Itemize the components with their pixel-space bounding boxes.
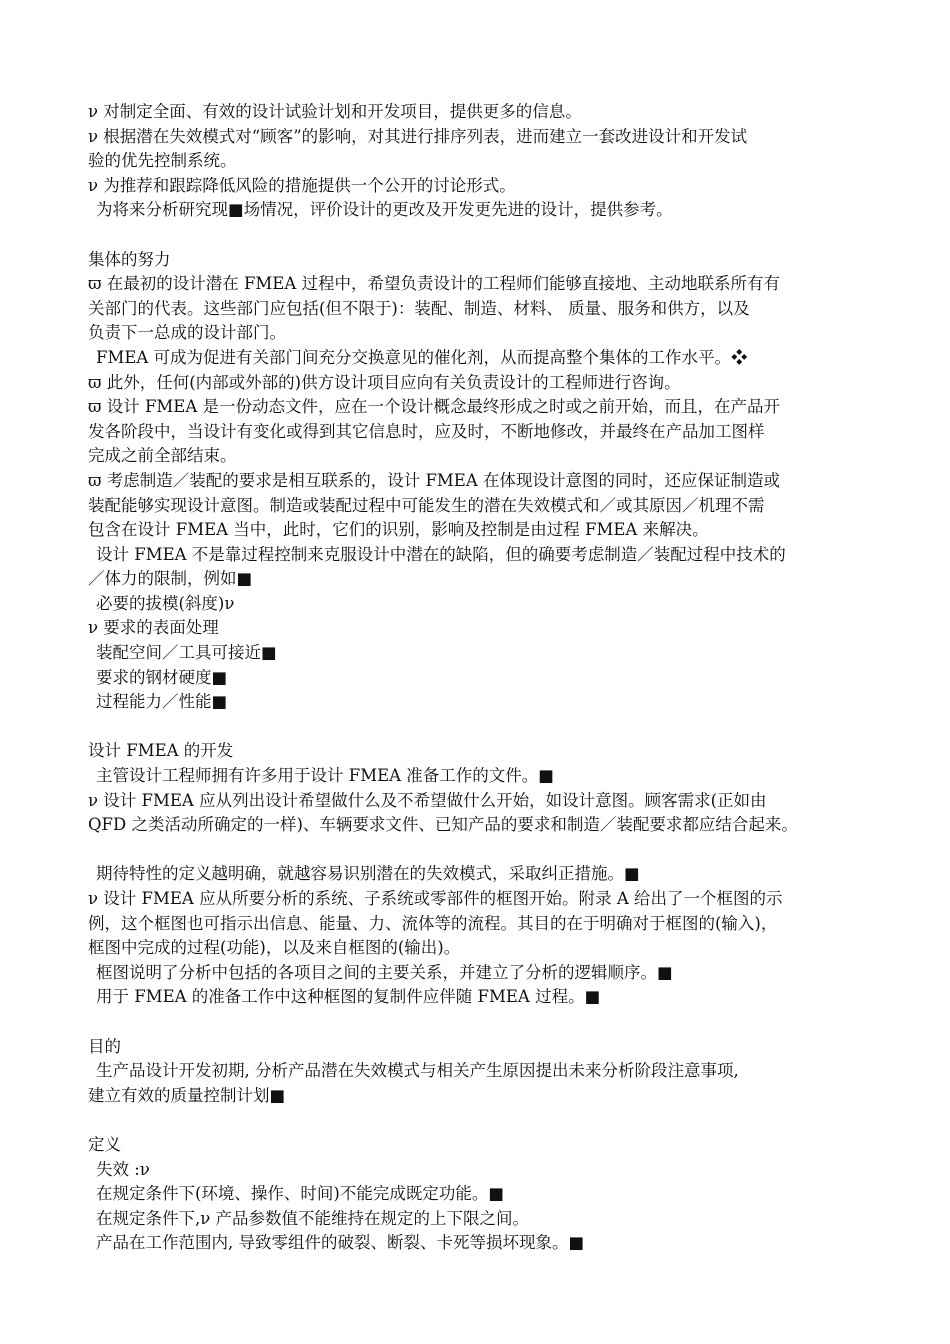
text-line: 发各阶段中，当设计有变化或得到其它信息时，应及时，不断地修改，并最终在产品加工图样 (88, 421, 765, 441)
text-line: 期待特性的定义越明确，就越容易识别潜在的失效模式，采取纠正措施。■ (96, 864, 640, 884)
text-line: 装配能够实现设计意图。制造或装配过程中可能发生的潜在失效模式和／或其原因／机理不需 (88, 495, 765, 515)
text-line: ν 为推荐和跟踪降低风险的措施提供一个公开的讨论形式。 (88, 175, 516, 195)
text-line: 设计 FMEA 不是靠过程控制来克服设计中潜在的缺陷，但的确要考虑制造／装配过程中技术的 (96, 544, 786, 564)
text-line: ν 根据潜在失效模式对“顾客”的影响，对其进行排序列表，进而建立一套改进设计和开发试 (88, 126, 748, 146)
text-line: ϖ 在最初的设计潜在 FMEA 过程中，希望负责设计的工程师们能够直接地、主动地联系所有有 (88, 274, 780, 294)
blank-line (88, 715, 898, 740)
blank-line (88, 1010, 898, 1035)
section-heading: 目的 (88, 1036, 121, 1056)
text-line: ϖ 设计 FMEA 是一份动态文件，应在一个设计概念最终形成之时或之前开始，而且，在产品开 (88, 397, 780, 417)
text-line: 完成之前全部结束。 (88, 446, 237, 466)
section-heading: 集体的努力 (88, 249, 171, 269)
text-line: ν 设计 FMEA 应从列出设计希望做什么及不希望做什么开始，如设计意图。顾客需求(正如由 (88, 790, 767, 810)
text-line: 失效 :ν (96, 1159, 150, 1179)
text-line: FMEA 可成为促进有关部门间充分交换意见的催化剂，从而提高整个集体的工作水平。❖ (96, 347, 748, 367)
text-line: ν 设计 FMEA 应从所要分析的系统、子系统或零部件的框图开始。附录 A 给出了一个框图的示 (88, 889, 783, 908)
text-line: 用于 FMEA 的准备工作中这种框图的复制件应伴随 FMEA 过程。■ (96, 987, 601, 1007)
text-line: 主管设计工程师拥有许多用于设计 FMEA 准备工作的文件。■ (96, 766, 554, 786)
blank-line (88, 223, 898, 248)
text-line: ϖ 此外，任何(内部或外部的)供方设计项目应向有关负责设计的工程师进行咨询。 (88, 372, 681, 392)
blank-line (88, 838, 898, 863)
text-line: 框图中完成的过程(功能)，以及来自框图的(输出)。 (88, 938, 461, 958)
text-line: 关部门的代表。这些部门应包括(但不限于)：装配、制造、材料、 质量、服务和供方，以及 (88, 298, 750, 318)
text-line: 包含在设计 FMEA 当中，此时，它们的识别，影响及控制是由过程 FMEA 来解决。 (88, 520, 709, 540)
text-line: 必要的拔模(斜度)ν (96, 593, 235, 613)
text-line: 建立有效的质量控制计划■ (88, 1085, 286, 1105)
text-line: 验的优先控制系统。 (88, 151, 237, 171)
blank-line (88, 1108, 898, 1133)
text-line: ϖ 考虑制造／装配的要求是相互联系的，设计 FMEA 在体现设计意图的同时，还应保证制造或 (88, 470, 780, 490)
section-heading: 设计 FMEA 的开发 (88, 741, 234, 761)
text-line: 负责下一总成的设计部门。 (88, 323, 286, 343)
text-line: 在规定条件下(环境、操作、时间)不能完成既定功能。■ (96, 1184, 504, 1204)
text-line: 框图说明了分析中包括的各项目之间的主要关系，并建立了分析的逻辑顺序。■ (96, 962, 673, 982)
text-line: 过程能力／性能■ (96, 692, 228, 712)
text-line: 为将来分析研究现■场情况，评价设计的更改及开发更先进的设计，提供参考。 (96, 200, 673, 220)
text-line: 装配空间／工具可接近■ (96, 643, 277, 663)
text-line: ／体力的限制，例如■ (88, 569, 253, 589)
text-line: 要求的钢材硬度■ (96, 667, 228, 687)
text-line: 在规定条件下,ν 产品参数值不能维持在规定的上下限之间。 (96, 1208, 530, 1228)
text-line: QFD 之类活动所确定的一样)、车辆要求文件、已知产品的要求和制造／装配要求都应结合起来。 (88, 815, 798, 835)
text-line: 例，这个框图也可指示出信息、能量、力、流体等的流程。其目的在于明确对于框图的(输入)， (88, 913, 778, 933)
section-heading: 定义 (88, 1134, 121, 1154)
text-line: 生产品设计开发初期, 分析产品潜在失效模式与相关产生原因提出未来分析阶段注意事项, (96, 1061, 739, 1081)
document-body (88, 100, 898, 1256)
text-line: 产品在工作范围内, 导致零组件的破裂、断裂、卡死等损坏现象。■ (96, 1233, 585, 1253)
text-line: ν 要求的表面处理 (88, 618, 219, 638)
text-line: ν 对制定全面、有效的设计试验计划和开发项目，提供更多的信息。 (88, 102, 582, 121)
